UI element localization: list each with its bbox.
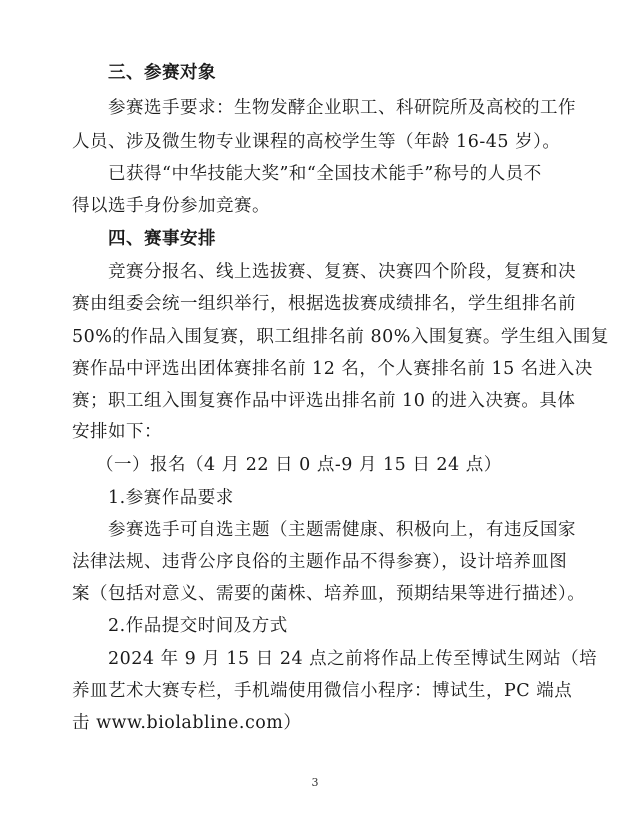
paragraph-line: 案（包括对意义、需要的菌株、培养皿，预期结果等进行描述）。	[72, 584, 586, 604]
paragraph-line: 50%的作品入围复赛，职工组排名前 80%入围复赛。学生组入围复	[72, 327, 609, 347]
section-heading-schedule: 四、赛事安排	[108, 229, 216, 249]
item-title-requirements: 1.参赛作品要求	[108, 488, 234, 508]
paragraph-line: 安排如下：	[72, 422, 162, 442]
paragraph-line: 养皿艺术大赛专栏，手机端使用微信小程序：博试生，PC 端点	[72, 681, 573, 701]
paragraph-line: 法律法规、违背公序良俗的主题作品不得参赛），设计培养皿图	[72, 552, 568, 572]
subsection-heading-registration: （一）报名（4 月 22 日 0 点-9 月 15 日 24 点）	[96, 455, 502, 475]
paragraph-line: 击 www.biolabline.com）	[72, 713, 302, 733]
paragraph-line: 赛由组委会统一组织举行，根据选拔赛成绩排名，学生组排名前	[72, 294, 576, 314]
section-heading-participants: 三、参赛对象	[108, 63, 216, 83]
paragraph-line: 得以选手身份参加竞赛。	[72, 196, 270, 216]
paragraph-line: 参赛选手要求：生物发酵企业职工、科研院所及高校的工作	[108, 98, 576, 118]
item-title-submission: 2.作品提交时间及方式	[108, 616, 288, 636]
paragraph-line: 赛；职工组入围复赛作品中评选出排名前 10 的进入决赛。具体	[72, 391, 576, 411]
page-number: 3	[311, 776, 319, 789]
paragraph-line: 2024 年 9 月 15 日 24 点之前将作品上传至博试生网站（培	[108, 649, 598, 669]
paragraph-line: 参赛选手可自选主题（主题需健康、积极向上，有违反国家	[108, 520, 576, 540]
paragraph-line: 人员、涉及微生物专业课程的高校学生等（年龄 16-45 岁）。	[72, 132, 561, 152]
paragraph-line: 赛作品中评选出团体赛排名前 12 名，个人赛排名前 15 名进入决	[72, 359, 593, 379]
paragraph-line: 已获得“中华技能大奖”和“全国技术能手”称号的人员不	[108, 164, 542, 184]
paragraph-line: 竞赛分报名、线上选拔赛、复赛、决赛四个阶段，复赛和决	[108, 262, 576, 282]
